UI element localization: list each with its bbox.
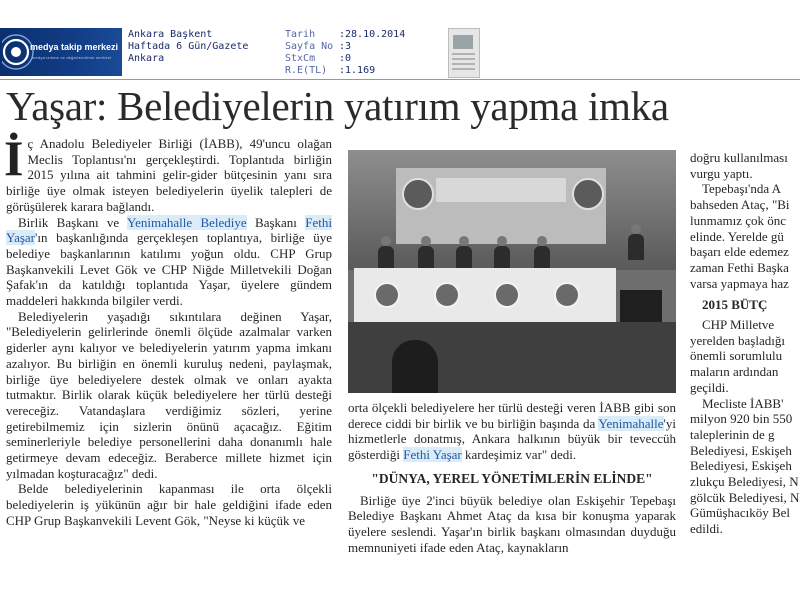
clipping-fields: [285, 29, 405, 77]
text-line: zaman Fethi Başka: [690, 259, 789, 275]
field-row-ad-value: [285, 65, 405, 77]
section-subheading: "DÜNYA, YEREL YÖNETİMLERİN ELİNDE": [371, 470, 653, 486]
article-headline: Yaşar: Belediyelerin yatırım yapma imka: [6, 83, 669, 129]
table-emblem-icon: [434, 282, 460, 308]
thumbnail-line: [452, 68, 475, 70]
text-line: önemli sorumlulu: [690, 348, 783, 364]
paragraph-text: Başkanı: [246, 214, 306, 230]
thumbnail-photo: [453, 35, 473, 49]
publication-frequency: Haftada 6 Gün/Gazete: [128, 41, 249, 52]
banner-emblem-icon: [572, 178, 604, 210]
orbit-logo-icon: [2, 31, 44, 73]
field-row-date: [285, 29, 405, 41]
meeting-photo: [348, 150, 676, 393]
text-line: varsa yapmaya haz: [690, 275, 789, 291]
paragraph-text: Birlik Başkanı ve: [18, 214, 128, 230]
banner-text-panel: [436, 178, 566, 202]
field-value: :28.10.2014: [339, 29, 406, 40]
text-line: taleplerinin de g: [690, 426, 775, 442]
clipping-header: [0, 0, 800, 78]
text-line: Tepebaşı'nda A: [702, 181, 782, 197]
text-line: zlukçu Belediyesi, N: [690, 474, 799, 490]
text-line: geçildi.: [690, 379, 729, 395]
paragraph: Birliğe üye 2'inci büyük belediye olan Eskişehir Tepebaşı Belediye Başkanı Ahmet Ataç da kısa bir konuşma yaparak üyelere seslendi. Yaşar'ın birlik başkanı olmasından duyduğu memnuniyeti ifade eden Ataç, kaynakların: [348, 492, 676, 555]
media-tracking-logo: [0, 28, 122, 76]
article-column-3: [690, 150, 800, 537]
text-line: lunmamız çok önc: [690, 212, 787, 228]
section-subheading: 2015 BÜTÇ: [702, 297, 768, 313]
paragraph: [4, 130, 332, 215]
photo-head-table: [354, 268, 616, 322]
field-value: :1.169: [339, 65, 376, 76]
text-line: elinde. Yerelde gü: [690, 228, 784, 244]
publication-city: Ankara: [128, 53, 165, 64]
text-line: vurgu yaptı.: [690, 165, 753, 181]
logo-subtitle: medya izleme ve değerlendirme merkezi: [32, 55, 112, 60]
thumbnail-line: [452, 63, 475, 65]
photo-audience-head: [392, 340, 438, 393]
page-thumbnail[interactable]: [448, 28, 480, 78]
paragraph-text: 'ın başkanlığında gerçekleşen toplantıya, birliğe üye belediye başkanlarının katılımı yoğun oldu. CHP Grup Başkanvekili Levet Gök ve CHP Niğde Milletvekili Doğan Şafak'ın da katıldığı toplantıda Yaşar, üyelere gündem maddeleri hakkında bilgiler verdi.: [6, 230, 332, 309]
paragraph-text: ç Anadolu Belediyeler Birliği (İABB), 49'uncu olağan Meclis Toplantısı'nı gerçekleştirdi. Toplantıda birliğin 2015 yılına ait tahmini gelir-gider bütçesinin yanı sıra birliğe üye olmak isteyen belediyelerin üyelik talepleri de görüşülerek karara bağlandı.: [6, 136, 332, 214]
field-label: Tarih: [285, 29, 316, 40]
text-line: bahseden Ataç, "Bi: [690, 197, 790, 213]
logo-name: medya takip merkezi: [30, 42, 119, 52]
highlighted-term: Yenimahalle Belediye: [127, 214, 247, 230]
table-emblem-icon: [374, 282, 400, 308]
article-column-1: [4, 130, 332, 529]
field-label: Sayfa No: [285, 41, 334, 52]
photo-speaker: [628, 234, 644, 260]
text-line: yerelden başladığı: [690, 332, 785, 348]
text-line: CHP Milletve: [702, 317, 775, 333]
thumbnail-line: [452, 53, 475, 55]
field-row-stxcm: [285, 53, 405, 65]
table-emblem-icon: [494, 282, 520, 308]
text-line: Mecliste İABB': [702, 395, 784, 411]
text-line: milyon 920 bin 550: [690, 411, 793, 427]
paragraph-text: orta ölçekli belediyelere her türlü desteği veren İABB gibi son derece ciddi bir birlik ve bu birliğin başında da: [348, 400, 676, 431]
paragraph: [6, 215, 332, 309]
field-label: R.E(TL): [285, 65, 328, 76]
field-label: StxCm: [285, 53, 316, 64]
field-row-page: [285, 41, 405, 53]
text-line: maların ardından: [690, 364, 779, 380]
publication-name: Ankara Başkent: [128, 29, 213, 40]
paragraph: [348, 400, 676, 463]
highlighted-term: Yenimahalle: [598, 415, 664, 431]
text-line: edildi.: [690, 521, 723, 537]
article-column-2: [348, 400, 676, 555]
text-line: Gümüşhacıköy Bel: [690, 505, 791, 521]
text-line: Belediyesi, Eskişeh: [690, 442, 792, 458]
text-line: gölcük Belediyesi, N: [690, 489, 800, 505]
publication-info: [128, 29, 248, 65]
text-line: başarı elde edemez: [690, 244, 789, 260]
paragraph-text: 'yi hizmetlerle donatmış, Ankara halkının büyük bir teveccüh gösterdiği: [348, 415, 676, 463]
photo-stage-banner: [396, 168, 606, 244]
field-value: :0: [339, 53, 352, 64]
text-line: Belediyesi, Eskişeh: [690, 458, 792, 474]
field-value: :3: [339, 41, 352, 52]
paragraph-text: kardeşimiz var" dedi.: [461, 447, 577, 463]
paragraph: Belde belediyelerinin kapanması ile orta ölçekli belediyelerin iş yükünün ağır bir hale geldiğini ifade eden CHP Grup Başkanvekili Levent Gök, "Neyse ki küçük ve: [6, 481, 332, 528]
text-line: doğru kullanılması: [690, 150, 788, 165]
highlighted-term: Fethi Yaşar: [403, 447, 462, 463]
drop-cap: İ: [4, 130, 24, 186]
banner-emblem-icon: [402, 178, 434, 210]
table-emblem-icon: [554, 282, 580, 308]
thumbnail-line: [452, 58, 475, 60]
highlighted-term: Fethi Yaşar: [6, 214, 332, 246]
paragraph: Belediyelerin yaşadığı sıkıntılara değinen Yaşar, "Belediyelerin gelirlerinde önemli ölçüde azalmalar varken giderler aynı kalıyor ve belediyelerin yatırım yapma imkanı azalıyor. Bu birliğin en önemli kuruluş nedeni, paylaşmak, birliğe üye belediyelere destek olmak ve onları ayakta tutmaktır. Birlik olarak küçük belediyelere her türlü desteği vereceğiz. Vatandaşlara verdiğimiz sözleri, yerine getirebilmemiz için sizlerin önünü açacağız. Eğitim seminerleriyle belediye personellerini daha donanımlı hale getirmeye devam edeceğiz. Beraberce millete hizmet için yılmadan koşturacağız" dedi.: [6, 308, 332, 481]
